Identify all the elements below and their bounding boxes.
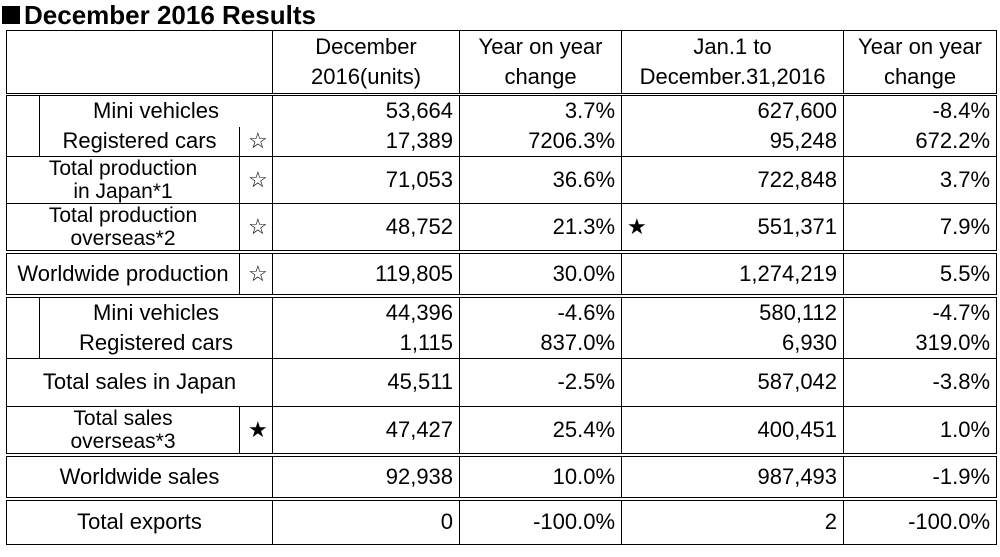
header-december (273, 31, 460, 95)
row-label-line1: Total production (48, 204, 198, 227)
table-row (7, 296, 997, 328)
white-star-icon: ☆ (240, 204, 273, 253)
cell-yoy: 7206.3% (460, 127, 622, 157)
cell-ytd-yoy: -8.4% (844, 95, 997, 127)
header-ytd-line1: Jan.1 to (693, 34, 772, 59)
header-december-line1: December (315, 34, 417, 59)
white-star-icon: ☆ (240, 252, 273, 296)
header-ytd-yoy-line2: change (883, 64, 957, 89)
cell-ytd: 987,493 (622, 455, 844, 499)
cell-ytd: 587,042 (622, 358, 844, 406)
table-row (7, 499, 997, 545)
cell-ytd: 580,112 (622, 296, 844, 328)
cell-yoy: 30.0% (460, 252, 622, 296)
cell-ytd-yoy: -3.8% (844, 358, 997, 406)
row-label (7, 406, 240, 455)
white-star-icon: ☆ (240, 127, 273, 157)
table-row (7, 328, 997, 358)
cell-december: 17,389 (273, 127, 460, 157)
header-yoy-line2: change (504, 64, 577, 89)
cell-ytd: 95,248 (622, 127, 844, 157)
row-label-line2: in Japan*1 (73, 180, 173, 203)
row-label: Mini vehicles (40, 95, 273, 127)
indent-cell (7, 127, 40, 157)
page-title: December 2016 Results (24, 0, 316, 30)
cell-ytd-yoy: 3.7% (844, 157, 997, 204)
cell-ytd-value: 551,371 (757, 214, 838, 239)
header-yoy (460, 31, 622, 95)
row-label-line2: overseas*2 (70, 227, 176, 250)
table-row (7, 127, 997, 157)
cell-yoy: 837.0% (460, 328, 622, 358)
row-label-line1: Total production (48, 157, 198, 180)
header-yoy-line1: Year on year (478, 34, 603, 59)
table-row (7, 95, 997, 127)
header-december-line2: 2016(units) (310, 64, 422, 89)
cell-ytd: 627,600 (622, 95, 844, 127)
header-ytd-yoy-line1: Year on year (858, 34, 982, 59)
header-ytd-yoy (844, 31, 997, 95)
row-label-line1: Total sales (73, 406, 173, 430)
cell-ytd-yoy: 319.0% (844, 328, 997, 358)
row-label: Total exports (7, 499, 273, 545)
black-star-icon: ★ (240, 406, 273, 455)
cell-yoy: 10.0% (460, 455, 622, 499)
table-row (7, 252, 997, 296)
header-blank (7, 31, 273, 95)
cell-december: 53,664 (273, 95, 460, 127)
cell-december: 92,938 (273, 455, 460, 499)
cell-yoy: 21.3% (460, 204, 622, 253)
white-star-icon: ☆ (240, 157, 273, 204)
cell-december: 48,752 (273, 204, 460, 253)
cell-yoy: 3.7% (460, 95, 622, 127)
cell-ytd-yoy: 672.2% (844, 127, 997, 157)
cell-ytd-yoy: 1.0% (844, 406, 997, 455)
cell-yoy: -100.0% (460, 499, 622, 545)
table-row (7, 455, 997, 499)
header-row (7, 31, 997, 95)
cell-december: 0 (273, 499, 460, 545)
indent-cell (7, 328, 40, 358)
cell-ytd-yoy: -100.0% (844, 499, 997, 545)
row-label: Worldwide production (7, 252, 240, 296)
row-label (7, 157, 240, 204)
cell-december: 45,511 (273, 358, 460, 406)
square-bullet-icon (2, 6, 20, 24)
title-bar (2, 0, 316, 30)
cell-december: 119,805 (273, 252, 460, 296)
row-label: Worldwide sales (7, 455, 273, 499)
cell-ytd-yoy: 5.5% (844, 252, 997, 296)
cell-ytd: 6,930 (622, 328, 844, 358)
cell-yoy: -4.6% (460, 296, 622, 328)
cell-ytd (622, 204, 844, 253)
header-ytd (622, 31, 844, 95)
cell-december: 44,396 (273, 296, 460, 328)
row-label: Total sales in Japan (7, 358, 273, 406)
table-row (7, 204, 997, 253)
table-row (7, 157, 997, 204)
black-star-icon: ★ (627, 214, 647, 239)
cell-december: 71,053 (273, 157, 460, 204)
results-table (6, 30, 997, 545)
cell-ytd-yoy: 7.9% (844, 204, 997, 253)
cell-yoy: 36.6% (460, 157, 622, 204)
cell-ytd: 722,848 (622, 157, 844, 204)
cell-ytd: 2 (622, 499, 844, 545)
row-label (7, 204, 240, 253)
cell-yoy: -2.5% (460, 358, 622, 406)
cell-ytd: 400,451 (622, 406, 844, 455)
cell-ytd: 1,274,219 (622, 252, 844, 296)
cell-yoy: 25.4% (460, 406, 622, 455)
indent-cell (7, 95, 40, 127)
table-row (7, 358, 997, 406)
header-ytd-line2: December.31,2016 (639, 64, 826, 89)
cell-ytd-yoy: -4.7% (844, 296, 997, 328)
table-row (7, 406, 997, 455)
row-label: Mini vehicles (40, 296, 273, 328)
cell-december: 47,427 (273, 406, 460, 455)
row-label: Registered cars (40, 328, 273, 358)
row-label-line2: overseas*3 (70, 429, 176, 453)
cell-december: 1,115 (273, 328, 460, 358)
row-label: Registered cars (40, 127, 240, 157)
cell-ytd-yoy: -1.9% (844, 455, 997, 499)
indent-cell (7, 296, 40, 328)
